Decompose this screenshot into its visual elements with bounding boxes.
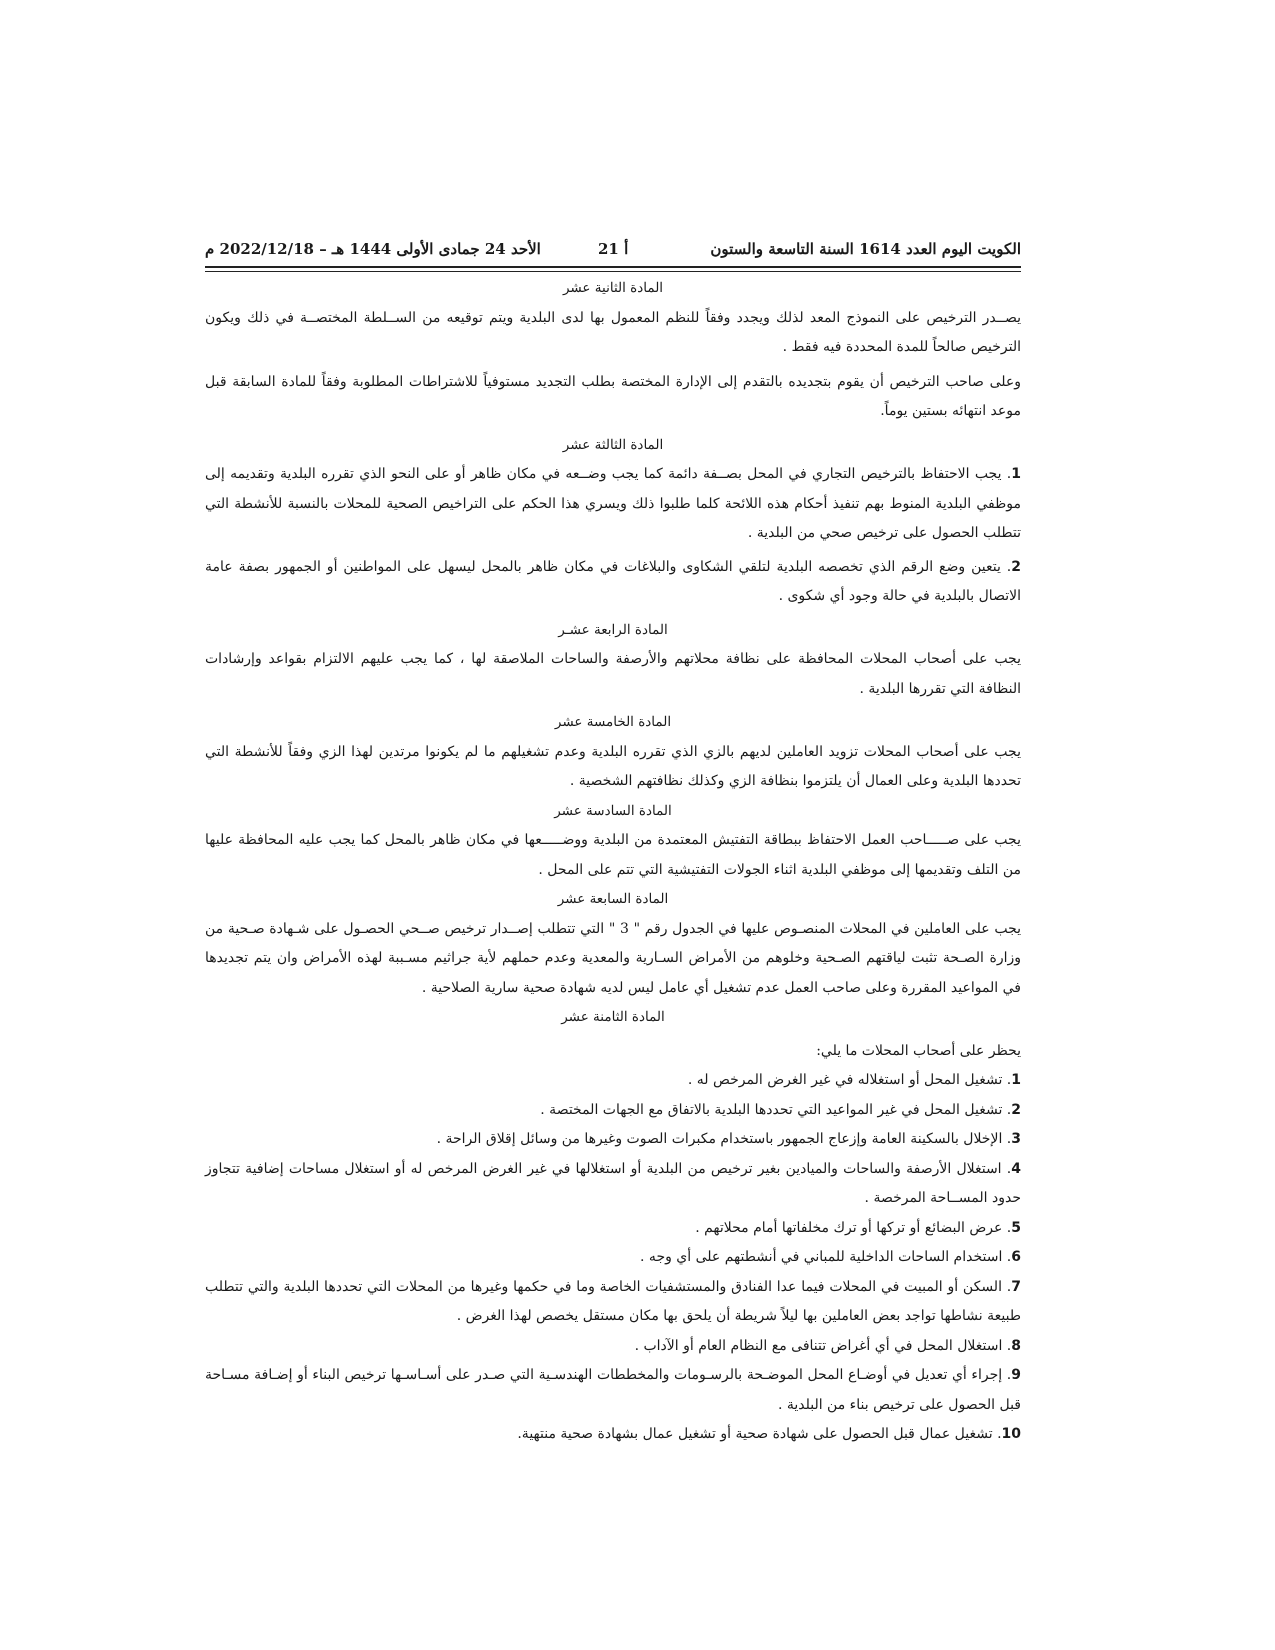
list-item [205,1125,1021,1155]
list-item [205,553,1021,612]
item-text: . السكن أو المبيت في المحلات فيما عدا الفنادق والمستشفيات الخاصة وما في حكمها وغيرها من المحلات التي تحددها البلدية والتي تتطلب طبيعة نشاطها تواجد بعض العاملين بها ليلاً شريطة أن يلحق بها مكان مستقل يخصص لهذا الغرض . [205,1278,1021,1324]
header-page-number: أ 21 [598,240,629,258]
list-item [205,1361,1021,1420]
item-text: . يجب الاحتفاظ بالترخيص التجاري في المحل بصــفة دائمة كما يجب وضــعه في مكان ظاهر أو على النحو الذي تقرره البلدية وتقديمه إلى موظفي البلدية المنوط بهم تنفيذ أحكام هذه اللائحة كلما طلبوا ذلك ويسري هذا الحكم على التراخيص الصحية للمحلات بالنسبة للأنشطة التي تتطلب الحصول على ترخيص صحي من البلدية . [205,466,1021,541]
item-number: 5 [1011,1219,1021,1236]
item-text: . إجراء أي تعديل في أوضـاع المحل الموضـحة بالرسـومات والمخططات الهندسـية التي صـدر على أسـاسـها ترخيص البناء أو إضـافة مسـاحة قبل الحصول على ترخيص بناء من البلدية . [205,1367,1021,1413]
item-number: 2 [1011,1101,1021,1118]
item-number: 7 [1011,1278,1021,1295]
article-title: المادة الرابعة عشـر [558,621,668,638]
item-number: 6 [1011,1249,1021,1265]
item-text: . عرض البضائع أو تركها أو ترك مخلفاتها أمام محلاتهم . [695,1219,1012,1236]
item-number: 4 [1011,1160,1021,1177]
article-title: المادة السابعة عشر [557,891,669,907]
list-item [205,1214,1021,1244]
item-text: . استخدام الساحات الداخلية للمباني في أنشطتهم على أي وجه . [640,1249,1012,1265]
header-publication: الكويت اليوم العدد 1614 السنة التاسعة والستون [710,240,1021,258]
header-rule-thin [205,271,1021,272]
article-title: المادة الثانية عشر [562,280,664,296]
article-title: المادة الثامنة عشر [561,1009,665,1025]
item-number: 9 [1011,1367,1021,1383]
article-title: المادة السادسة عشر [554,802,672,819]
paragraph: يصــدر الترخيص على النموذج المعد لذلك ويجدد وفقاً للنظم المعمول بها لدى البلدية ويتم توقيعه من الســلطة المختصــة في ذلك ويكون الترخيص صالحاً للمدة المحددة فيه فقط . [205,309,1021,355]
list-item [205,1243,1021,1273]
item-text: . الإخلال بالسكينة العامة وإزعاج الجمهور باستخدام مكبرات الصوت وغيرها من وسائل إقلاق الراحة . [436,1131,1012,1147]
item-number: 2 [1011,558,1021,575]
item-text: . تشغيل عمال قبل الحصول على شهادة صحية أو تشغيل عمال بشهادة صحية منتهية. [517,1426,1002,1442]
paragraph: يجب على صـــــاحب العمل الاحتفاظ ببطاقة التفتيش المعتمدة من البلدية ووضـــــعها في مكان ظاهر بالمحل كما يجب عليه المحافظة عليها من التلف وتقديمها إلى موظفي البلدية اثناء الجولات التفتيشية التي تتم على المحل . [205,832,1021,878]
list-item [205,1273,1021,1332]
item-number: 1 [1011,466,1021,482]
item-number: 10 [1001,1426,1021,1442]
paragraph: يحظر على أصحاب المحلات ما يلي: [816,1042,1021,1059]
header-rule [205,266,1021,268]
header-date: الأحد 24 جمادى الأولى 1444 هـ – 2022/12/18 م [205,240,541,258]
item-number: 3 [1011,1131,1021,1147]
article-title: المادة الخامسة عشر [554,714,672,730]
paragraph: يجب على أصحاب المحلات تزويد العاملين لديهم بالزي الذي تقرره البلدية وعدم تشغيلهم ما لم يكونوا مرتدين لهذا الزي وفقاً للأنشطة التي تحددها البلدية وعلى العمال أن يلتزموا بنظافة الزي وكذلك نظافتهم الشخصية . [205,743,1021,789]
item-text: . تشغيل المحل أو استغلاله في غير الغرض المرخص له . [687,1072,1012,1088]
list-item [205,1420,1021,1450]
page-body [205,274,1021,1450]
item-number: 1 [1011,1072,1021,1088]
paragraph: وعلى صاحب الترخيص أن يقوم بتجديده بالتقدم إلى الإدارة المختصة بطلب التجديد مستوفياً للاشتراطات المطلوبة وفقاً للمادة السابقة قبل موعد انتهائه بستين يوماً. [205,373,1021,419]
list-item [205,1155,1021,1214]
item-text: . استغلال المحل في أي أغراض تتنافى مع النظام العام أو الآداب . [634,1337,1012,1354]
page-header [205,236,1021,266]
item-text: . يتعين وضع الرقم الذي تخصصه البلدية لتلقي الشكاوى والبلاغات في مكان ظاهر بالمحل ليسهل على المواطنين أو الجمهور بصفة عامة الاتصال بالبلدية في حالة وجود أي شكوى . [205,558,1021,604]
item-number: 8 [1011,1337,1021,1354]
list-item [205,1066,1021,1096]
list-item [205,1332,1021,1362]
article-title: المادة الثالثة عشر [562,436,664,453]
item-text: . تشغيل المحل في غير المواعيد التي تحددها البلدية بالاتفاق مع الجهات المختصة . [540,1101,1012,1118]
item-text: . استغلال الأرصفة والساحات والميادين بغير ترخيص من البلدية أو استغلالها في غير الغرض المرخص له أو استغلال مساحات إضافية تتجاوز حدود المســاحة المرخصة . [205,1160,1021,1206]
paragraph: يجب على العاملين في المحلات المنصـوص عليها في الجدول رقم " 3 " التي تتطلب إصــدار ترخيص صــحي الحصـول على شـهادة صـحية من وزارة الصـحة تثبت لياقتهم الصـحية وخلوهم من الأمراض السـارية والمعدية وعدم حملهم لأية جراثيم مسـببة لهذه الأمراض وان يتم تجديدها في المواعيد المقررة وعلى صاحب العمل عدم تشغيل أي عامل ليس لديه شهادة صحية سارية الصلاحية . [205,920,1022,996]
paragraph: يجب على أصحاب المحلات المحافظة على نظافة محلاتهم والأرصفة والساحات الملاصقة لها ، كما يجب عليهم الالتزام بقواعد وإرشادات النظافة التي تقررها البلدية . [205,651,1021,697]
list-item [205,1096,1021,1126]
list-item [205,460,1021,549]
